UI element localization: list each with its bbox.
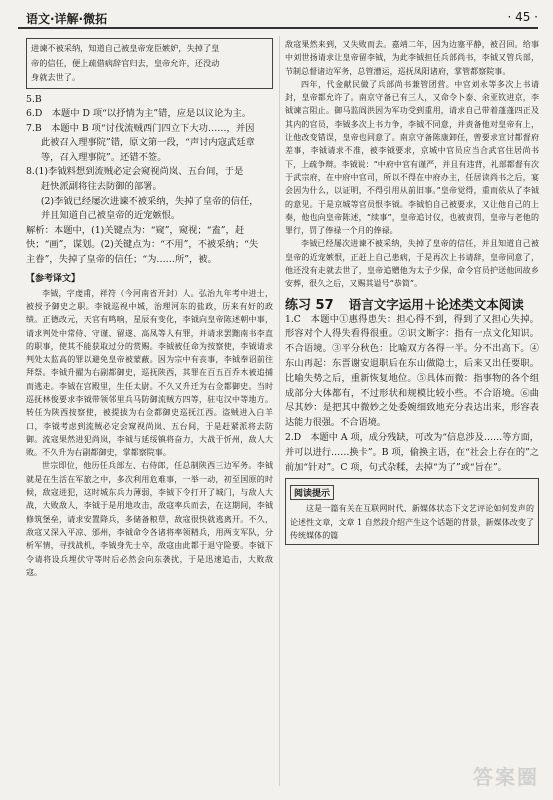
- translation-paragraph: 敌寇果然来到，又失败而去。嘉靖二年，因为边塞平静，被召回。给事中刘世扬请求让皇帝留李钺，为此李钺担任兵部尚书，李钺又管兵部，节制总督诸边军务，总管漕运，巡抚凤阳诸府，掌管都察院事。: [285, 40, 539, 76]
- reading-tip-text: 这是一篇有关在互联网时代、新媒体状态下文艺评论如何发声的论述性文章，文章 1 自然段介绍产生这个话题的背景，新媒体改变了传统媒体的篇: [290, 504, 534, 540]
- answer-line: 并且知道自己被皇帝的近宠嫉恨。: [40, 210, 181, 222]
- box-line: 身就去世了。: [31, 72, 81, 82]
- translation-paragraph: 李钺，字虔甫，祥符（今河南省开封）人。弘治九年考中进士，被授予御史之职。李钺巡视中城，治理河东的盐政，历来有好的政绩。正德改元，天官有鸣响，星辰有变化，李钺向皇帝陈述朝中事，请求判处中常侍、守谨、留遂、高凤等人有罪，并请求罢黜南书李直的职事，使其不能获取过分的赏赐。李钺被任命为按察使，李钺请求判处太监高的罪以避免皇帝被蒙蔽。因为宗中有丧事，李钺奉诏前往拜祭。李钺升擢为右副都御史，巡抚陕西，其罪在百五百乔木被追捕而逃走。李钺在宫殿里，生任太尉。不久又升迁为右佥都御史。当时巡抚林俊要求李钺带领邻里兵马防御流贼方四等，驻屯汉中等地方。转任为陕西按察使，被提拔为右佥都御史巡抚江西。盗贼进入白羊口，李钺考虑到流贼必定会窥视尚岚、五台间，于是赶紧派将去防御。流寇果然进犯尚岚，李钺与延绥镇将奋力，大战于忻州，敌人大败。不久升为右副都御史，掌都察院事。: [26, 288, 273, 458]
- answer-line: 5.B: [26, 93, 42, 105]
- answer-line: 7.B 本题中 B 项“讨伐流贼西门四立下大功……，并因: [26, 122, 255, 134]
- answer-line: 此被召入理事院”错，原文第一段，“声讨内寇武廷章: [40, 137, 255, 149]
- header-rule: [18, 27, 538, 29]
- translation-paragraph: 世宗即位，他历任兵部左、右侍郎，任总制陕西三边军务。李钺就是在生活在军旅之中，多次利用危难事，一举一动，初至国原的时候，敌寇进犯，这时城东兵力薄弱，李钺下令打开了城门，与敌人大战，大败敌人，李钺于是用地攻击，敌寇率兵而去，在这期间，李钺修筑堡垒，请求安置降兵，多储备粮草，敌寇很快就逃离开。不久，敌寇又深入平凉、邠州，李钺命令各诸将率领精兵，用两支军队，分析军情，寻找战机，李钺身先士卒，敌寇由此都于退守险要。李钺下令请将设兵埋伏守等时后必然会向东袭扰，于是迅速追击，大败敌寇。: [26, 461, 273, 577]
- page-number: · 45 ·: [507, 10, 538, 24]
- analysis-line: 主眷”，失掉了皇帝的信任；“为……所”，被。: [26, 254, 217, 266]
- answer-box: [26, 38, 273, 89]
- exercise-section-heading: [285, 294, 539, 313]
- right-column: [285, 38, 539, 545]
- watermark-logo: 答案圈: [473, 765, 539, 789]
- answer-line: 6.D 本题中 D 项“以抒情为主”错，应是以议论为主。: [26, 108, 252, 120]
- reading-tip-heading: 阅读提示: [290, 485, 334, 500]
- analysis-line: 解析：本题中，(1)关键点为：“窥”，窥视；“盍”，赶: [26, 224, 245, 236]
- answer-paragraph: 2.D 本题中 A 项，成分残缺，可改为“信息涉及……等方面，并可以进行……换卡”。B 项，偷换主语，在“社会上存在的”之前加“针对”。C 项，句式杂糅，去掉“为了”或“旨在”。: [285, 432, 539, 473]
- analysis-line: 快；“画”，谋划。(2)关键点为：“不用”，不被采纳；“失: [26, 239, 259, 251]
- reading-tip-box: [285, 478, 539, 545]
- exercise-number: 练习 57: [285, 297, 334, 313]
- translation-paragraph: 李钺已经屡次进谏不被采纳，失掉了皇帝的信任，并且知道自己被皇帝的近宠嫉恨，正赶上自己患病，于是再次上书请辞，皇帝同意了，他还没有走就去世了，皇帝追赠他为太子少保，命令官员护送他回故乡安葬，很久之后，又赐其谥号“恭简”。: [285, 239, 539, 289]
- answer-paragraph: 1.C 本题中①惠得患失：担心得不到，得到了又担心失掉。形容对个人得失看得很重。②识文断字：指有一点文化知识。不合语境。③平分秋色：比喻双方各得一半。分不出高下。④东山再起：东晋谢安退职后在东山做隐士，后来又出任要职。比喻失势之后，重新恢复地位。⑤具体而微：指事物的各个组成部分大体都有，不过形状和规模比较小些。不合语境。⑥曲尽其妙：是把其中微妙之处委婉细致地充分表达出来，形容表达能力很强。不合语境。: [285, 313, 539, 429]
- translation-paragraph: 四年，代金献民做了兵部尚书兼管团营。中官刘永等多次上书请封，皇帝都允许了。南京守备已有三人，又命令卜泰、余亚钦进京，李钺谏言阻止。御马监阎洪因为军功受到重用，请求自己带着蓬蓬四正及其内的官员，李钺多次上书力争，李钺不同意，并责备他对皇帝有上，让他改变错误，皇帝也同意了。南京守备陈康卸任，曾要求宣讨都督府差事，李钺请求不准，被李钺要求，京城中官员应当合武官住居尚书下，上疏争辩。李钺说：“中府中官有谨严，并且有违背，礼部都督有次于武宗府，在中府中官司，所以不得在中府办主，任居读尚书之后，宴会因为什么，以证明，不得引用从前旧事。”皇帝觉得，重而依从了李钺的意见。于是京城等官员恨李钺。李钺怕自己被要求，又让他自己的上奏，他也向皇帝陈述，“续事”，皇帝追讨仪，也被责罚，皇帝与老他的罪行，罚了俸禄一个月的俸禄。: [285, 79, 539, 236]
- answer-line: 赶快派副将往去防御的部署。: [40, 181, 162, 193]
- answer-line: (2)李钺已经屡次进谏不被采纳，失掉了皇帝的信任，: [40, 195, 259, 207]
- answer-line: 等，召入理事院”。还错不签。: [40, 151, 167, 163]
- box-line: 帝的信任，便上疏借病辞官归去，皇帝允许，还没动: [31, 57, 220, 68]
- reference-translation-heading: 【参考译文】: [26, 273, 81, 284]
- book-brand: 语文·详解·微拓: [26, 12, 108, 26]
- exercise-title: 语言文字运用＋论述类文本阅读: [348, 296, 524, 312]
- column-divider: [279, 36, 280, 786]
- answer-line: 8.(1)李钺料想到流贼必定会窥视尚岚、五台间，于是: [26, 166, 244, 178]
- box-line: 进谏不被采纳，知道自己被皇帝宠臣嫉妒，失掉了皇: [31, 43, 220, 53]
- left-column: [26, 38, 273, 579]
